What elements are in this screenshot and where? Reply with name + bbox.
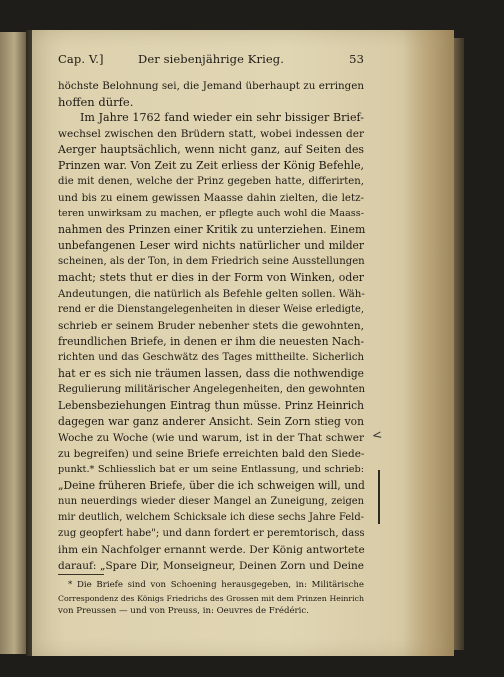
- margin-pencil-mark: <: [371, 427, 383, 443]
- footnote-line: von Preussen — und von Preuss, in: Oeuvres de Frédéric.: [58, 606, 309, 616]
- text-line: zu begreifen) und seine Briefe erreichten bald den Siede-: [58, 448, 365, 460]
- text-line: ihm ein Nachfolger ernannt werde. Der König antwortete: [58, 544, 365, 556]
- text-line: Andeutungen, die natürlich als Befehle gelten sollen. Wäh-: [58, 288, 365, 300]
- footnote-line: Correspondenz des Königs Friedrichs des Grossen mit dem Prinzen Heinrich: [58, 594, 364, 603]
- text-line: rend er die Dienstangelegenheiten in dieser Weise erledigte,: [58, 304, 364, 315]
- text-line: teren unwirksam zu machen, er pflegte auch wohl die Maass-: [58, 208, 364, 219]
- text-line: nahmen des Prinzen einer Kritik zu unterziehen. Einem: [58, 223, 366, 236]
- text-line: Woche zu Woche (wie und warum, ist in der That schwer: [58, 432, 364, 444]
- text-line: mir deutlich, welchem Schicksale ich diese sechs Jahre Feld-: [58, 512, 364, 523]
- text-line: Aerger hauptsächlich, wenn nicht ganz, auf Seiten des: [58, 143, 364, 156]
- text-line: richten und das Geschwätz des Tages mittheilte. Sicherlich: [58, 352, 364, 363]
- footnote-line: * Die Briefe sind von Schoening herausgegeben, in: Militärische: [68, 580, 364, 590]
- chapter-label: Cap. V.]: [58, 52, 104, 66]
- text-line: schrieb er seinem Bruder nebenher stets die gewohnten,: [58, 320, 364, 332]
- text-line: die mit denen, welche der Prinz gegeben hatte, differirten,: [58, 176, 364, 187]
- text-line: darauf: „Spare Dir, Monseigneur, Deinen Zorn und Deine: [58, 560, 364, 572]
- text-line: und bis zu einem gewissen Maasse dahin zielten, die letz-: [58, 192, 364, 204]
- text-line: Prinzen war. Von Zeit zu Zeit erliess der König Befehle,: [58, 159, 364, 172]
- text-line: macht; stets thut er dies in der Form von Winken, oder: [58, 271, 364, 284]
- text-line: unbefangenen Leser wird nichts natürlicher und milder: [58, 239, 364, 252]
- text-line: hoffen dürfe.: [58, 95, 134, 109]
- running-header: [58, 52, 364, 68]
- text-line: punkt.* Schliesslich bat er um seine Entlassung, und schrieb:: [58, 464, 364, 475]
- text-line: wechsel zwischen den Brüdern statt, wobei indessen der: [58, 128, 364, 140]
- page-block-edge: [454, 38, 464, 650]
- text-line: Regulierung militärischer Angelegenheiten, den gewohnten: [58, 384, 366, 395]
- facing-page-edge: [0, 32, 26, 654]
- page-stain: [404, 30, 454, 656]
- text-line: Lebensbeziehungen Eintrag thun müsse. Prinz Heinrich: [58, 399, 364, 412]
- page-number: 53: [349, 52, 364, 66]
- text-line: zug geopfert habe"; und dann fordert er peremtorisch, dass: [58, 528, 365, 539]
- running-title: Der siebenjährige Krieg.: [138, 52, 284, 66]
- text-line: scheinen, als der Ton, in dem Friedrich seine Ausstellungen: [58, 256, 365, 267]
- margin-pencil-line: [378, 470, 380, 524]
- footnote-rule: [58, 574, 104, 575]
- text-line: Im Jahre 1762 fand wieder ein sehr bissiger Brief-: [80, 111, 364, 124]
- text-line: dagegen war ganz anderer Ansicht. Sein Zorn stieg von: [58, 415, 364, 428]
- text-line: „Deine früheren Briefe, über die ich schweigen will, und: [58, 479, 365, 492]
- text-line: hat er es sich nie träumen lassen, dass die nothwendige: [58, 367, 364, 380]
- text-line: nun neuerdings wieder dieser Mangel an Zuneigung, zeigen: [58, 496, 364, 507]
- text-line: freundlichen Briefe, in denen er ihm die neuesten Nach-: [58, 335, 365, 348]
- text-line: höchste Belohnung sei, die Jemand überhaupt zu erringen: [58, 80, 364, 92]
